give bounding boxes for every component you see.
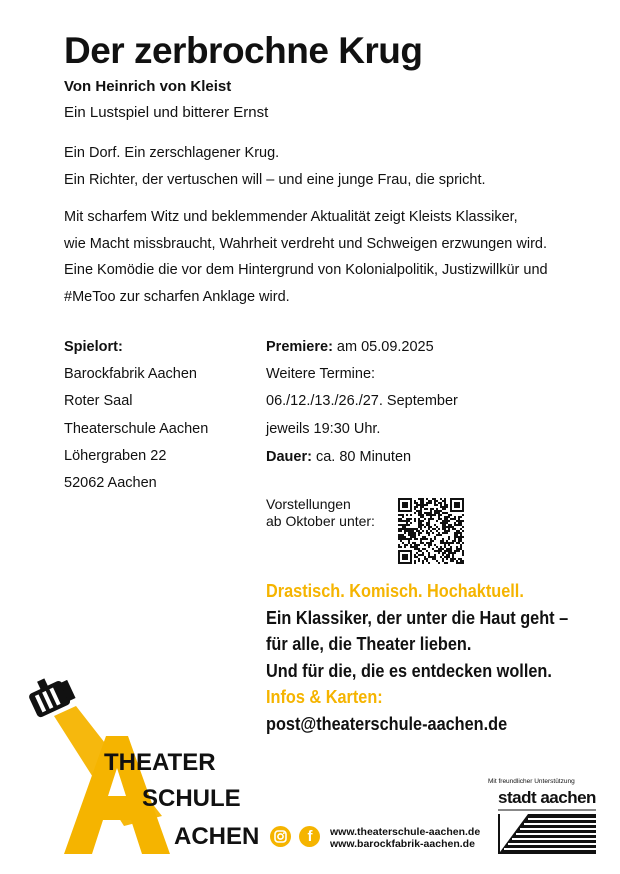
website-links [330,826,480,850]
sponsor-label: Mit freundlicher Unterstützung [488,778,575,785]
tagline-highlight: Drastisch. Komisch. Hochaktuell. [266,580,524,601]
contact-email[interactable]: post@theaterschule-aachen.de [266,712,508,734]
more-dates-label: Weitere Termine: [266,366,376,383]
description-line: #MeToo zur scharfen Anklage wird. [64,288,290,305]
venue-line: Roter Saal [64,393,133,410]
stadt-aachen-logo [488,778,598,856]
duration-value: ca. 80 Minuten [311,449,412,465]
intro-paragraph [64,140,486,193]
premiere-line [266,334,458,361]
duration-label: Dauer: [266,449,312,465]
more-dates: 06./12./13./26./27. September [266,393,458,410]
logo-word-theater: THEATER [104,749,216,776]
contact-label: Infos & Karten: [266,686,383,707]
venue-block [64,334,208,497]
play-title: Der zerbrochne Krug [64,30,423,71]
intro-line: Ein Richter, der vertuschen will – und eine junge Frau, die spricht. [64,171,486,188]
tagline-line: für alle, die Theater lieben. [266,633,472,654]
later-performances-note [266,496,375,530]
website-link[interactable]: www.theaterschule-aachen.de [330,826,481,838]
theaterschule-logo [24,676,264,854]
tagline-line: Und für die, die es entdecken wollen. [266,659,552,681]
venue-line: Löhergraben 22 [64,447,167,464]
author-line: Von Heinrich von Kleist [64,78,232,95]
premiere-date: am 05.09.2025 [332,339,434,355]
venue-line: 52062 Aachen [64,475,157,492]
sponsor-name: stadt aachen [498,788,596,807]
facebook-icon[interactable]: f [299,826,320,847]
instagram-icon[interactable] [270,826,291,847]
website-link[interactable]: www.barockfabrik-aachen.de [330,838,475,850]
social-icons [270,826,324,847]
description-line: Eine Komödie die vor dem Hintergrund von Kolonialpolitik, Justizwillkür und [64,262,548,278]
logo-word-achen: ACHEN [174,823,260,850]
intro-line: Ein Dorf. Ein zerschlagener Krug. [64,145,280,161]
show-time: jeweils 19:30 Uhr. [266,420,381,437]
genre-line: Ein Lustspiel und bitterer Ernst [64,104,269,121]
venue-line: Barockfabrik Aachen [64,366,197,383]
description-line: Mit scharfem Witz und beklemmender Aktualität zeigt Kleists Klassiker, [64,209,518,225]
later-line: ab Oktober unter: [266,513,375,529]
qr-code[interactable] [398,498,464,564]
later-line: Vorstellungen [266,496,351,512]
duration-line [266,449,411,465]
logo-word-schule: SCHULE [142,785,241,812]
dates-block [266,334,458,443]
description-paragraph [64,204,548,310]
tagline-line: Ein Klassiker, der unter die Haut geht – [266,606,569,628]
venue-label: Spielort: [64,339,123,355]
taglines-block [266,578,568,737]
premiere-label: Premiere: [266,339,333,355]
venue-line: Theaterschule Aachen [64,420,209,437]
description-line: wie Macht missbraucht, Wahrheit verdreht und Schweigen erzwungen wird. [64,235,548,252]
